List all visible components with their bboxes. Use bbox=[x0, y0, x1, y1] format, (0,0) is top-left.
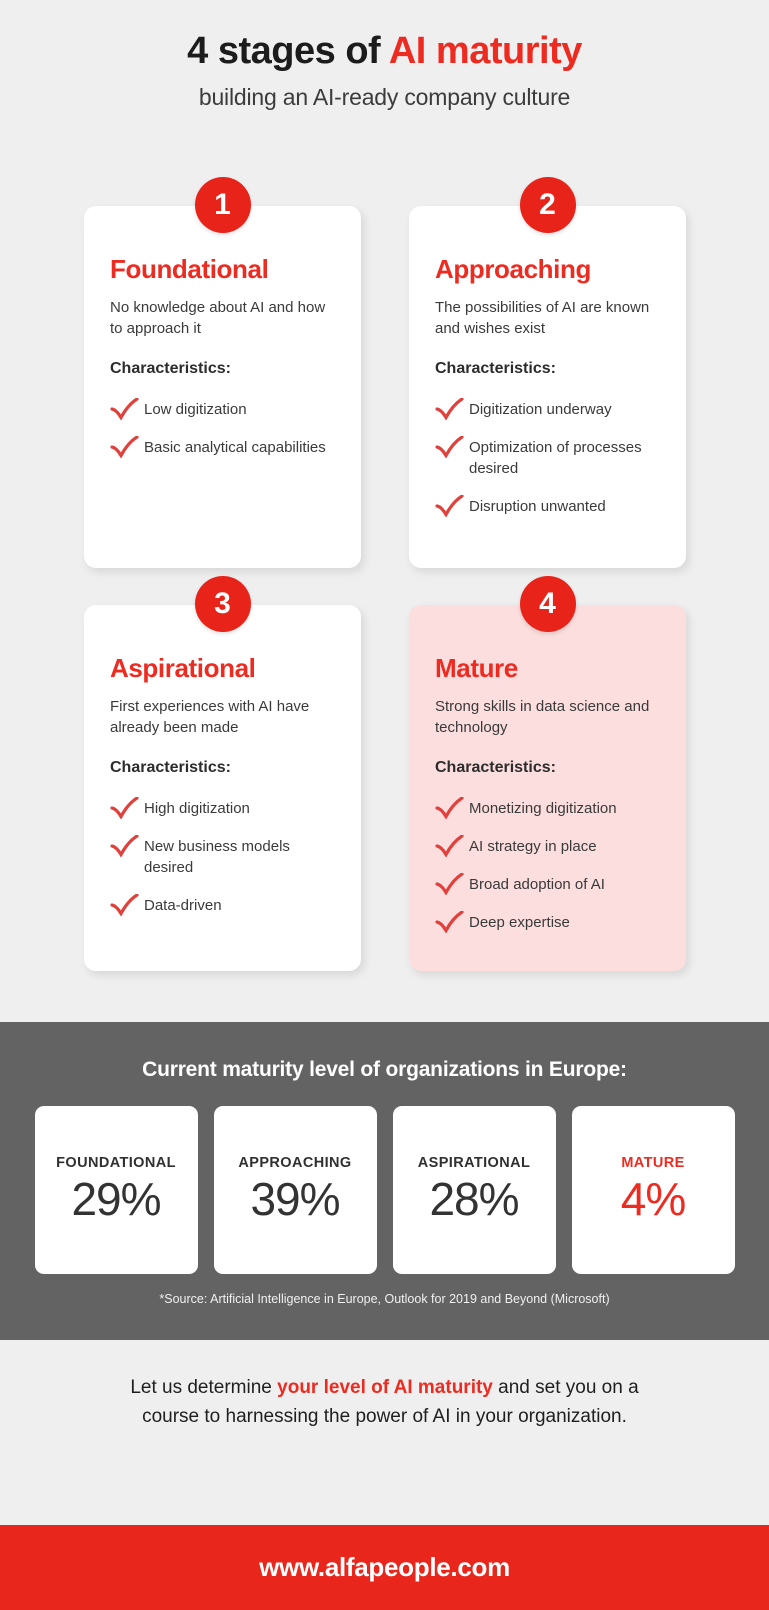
stat-label: ASPIRATIONAL bbox=[417, 1154, 531, 1171]
check-icon bbox=[110, 797, 144, 819]
stage-card-description: Strong skills in data science and technology bbox=[435, 698, 650, 737]
card-row-top bbox=[84, 188, 686, 568]
list-item-label: Monetizing digitization bbox=[469, 799, 617, 817]
stat-label: FOUNDATIONAL bbox=[56, 1154, 176, 1171]
characteristics-list bbox=[435, 398, 660, 517]
list-item-label: Disruption unwanted bbox=[469, 497, 606, 515]
stage-card-title: Aspirational bbox=[110, 653, 256, 683]
list-item bbox=[110, 894, 335, 916]
list-item-label: Optimization of processes desired bbox=[469, 438, 642, 477]
list-item-label: Broad adoption of AI bbox=[469, 875, 605, 893]
check-icon bbox=[435, 873, 469, 895]
list-item bbox=[435, 436, 660, 479]
check-icon bbox=[110, 835, 144, 857]
characteristics-label: Characteristics: bbox=[110, 359, 231, 377]
stage-card-aspirational[interactable] bbox=[84, 587, 361, 971]
statistics-heading: Current maturity level of organizations in Europe: bbox=[142, 1058, 627, 1081]
check-icon bbox=[435, 797, 469, 819]
check-icon bbox=[110, 894, 144, 916]
page-title bbox=[0, 30, 769, 74]
check-icon bbox=[110, 398, 144, 420]
list-item-label: High digitization bbox=[144, 799, 250, 817]
check-icon bbox=[435, 398, 469, 420]
stat-label: APPROACHING bbox=[238, 1154, 352, 1171]
list-item-label: Basic analytical capabilities bbox=[144, 438, 326, 456]
cta-part1: Let us determine bbox=[130, 1377, 278, 1398]
stat-value: 28% bbox=[429, 1172, 519, 1225]
stat-box-aspirational bbox=[393, 1106, 556, 1274]
stage-card-foundational[interactable] bbox=[84, 188, 361, 568]
list-item bbox=[110, 398, 335, 420]
stat-box-approaching bbox=[214, 1106, 377, 1274]
characteristics-label: Characteristics: bbox=[435, 758, 556, 776]
characteristics-list bbox=[435, 797, 660, 933]
list-item-label: Data-driven bbox=[144, 896, 222, 914]
card-row-bottom bbox=[84, 587, 686, 971]
check-icon bbox=[110, 436, 144, 458]
check-icon bbox=[435, 911, 469, 933]
list-item bbox=[435, 873, 660, 895]
stage-card-title: Foundational bbox=[110, 254, 269, 284]
stage-card-description: No knowledge about AI and how to approach it bbox=[110, 299, 326, 338]
cta-text bbox=[0, 1374, 769, 1431]
list-item bbox=[435, 835, 660, 857]
stage-number-badge: 2 bbox=[520, 177, 576, 233]
cta-accent: your level of AI maturity bbox=[277, 1377, 493, 1398]
list-item bbox=[110, 797, 335, 819]
list-item-label: Deep expertise bbox=[469, 913, 570, 931]
list-item bbox=[435, 911, 660, 933]
stat-label: MATURE bbox=[621, 1154, 685, 1171]
list-item bbox=[110, 835, 335, 878]
stat-value: 39% bbox=[250, 1172, 340, 1225]
statistics-band bbox=[0, 1022, 769, 1340]
stage-card-title: Mature bbox=[435, 653, 518, 683]
characteristics-label: Characteristics: bbox=[110, 758, 231, 776]
stage-number-badge: 4 bbox=[520, 576, 576, 632]
stage-card-grid bbox=[84, 188, 686, 1008]
footer-bar bbox=[0, 1525, 769, 1610]
check-icon bbox=[435, 495, 469, 517]
list-item bbox=[435, 495, 660, 517]
stat-value: 4% bbox=[620, 1172, 686, 1225]
stage-number-badge: 1 bbox=[195, 177, 251, 233]
title-plain: 4 stages of bbox=[187, 30, 389, 72]
source-note: *Source: Artificial Intelligence in Europe, Outlook for 2019 and Beyond (Microsoft) bbox=[159, 1292, 610, 1306]
stage-number-badge: 3 bbox=[195, 576, 251, 632]
list-item-label: AI strategy in place bbox=[469, 837, 597, 855]
statistics-box-row bbox=[0, 1106, 769, 1274]
cta-part2: and set you on a course to harnessing the power of AI in your organization. bbox=[142, 1377, 639, 1427]
list-item-label: Digitization underway bbox=[469, 400, 612, 418]
stage-card-description: The possibilities of AI are known and wishes exist bbox=[435, 299, 650, 338]
stage-card-description: First experiences with AI have already been made bbox=[110, 698, 310, 737]
header bbox=[0, 0, 769, 111]
characteristics-label: Characteristics: bbox=[435, 359, 556, 377]
characteristics-list bbox=[110, 398, 335, 458]
list-item bbox=[110, 436, 335, 458]
characteristics-list bbox=[110, 797, 335, 916]
title-accent: AI maturity bbox=[388, 30, 582, 72]
stat-box-foundational bbox=[35, 1106, 198, 1274]
list-item bbox=[435, 398, 660, 420]
website-link[interactable]: www.alfapeople.com bbox=[259, 1552, 510, 1582]
list-item-label: New business models desired bbox=[144, 837, 290, 876]
stage-card-approaching[interactable] bbox=[409, 188, 686, 568]
stage-card-mature[interactable] bbox=[409, 587, 686, 971]
stat-value: 29% bbox=[71, 1172, 161, 1225]
call-to-action bbox=[0, 1362, 769, 1431]
list-item-label: Low digitization bbox=[144, 400, 247, 418]
stat-box-mature bbox=[572, 1106, 735, 1274]
stage-card-title: Approaching bbox=[435, 254, 591, 284]
page-subtitle: building an AI-ready company culture bbox=[198, 83, 571, 110]
check-icon bbox=[435, 436, 469, 458]
check-icon bbox=[435, 835, 469, 857]
list-item bbox=[435, 797, 660, 819]
